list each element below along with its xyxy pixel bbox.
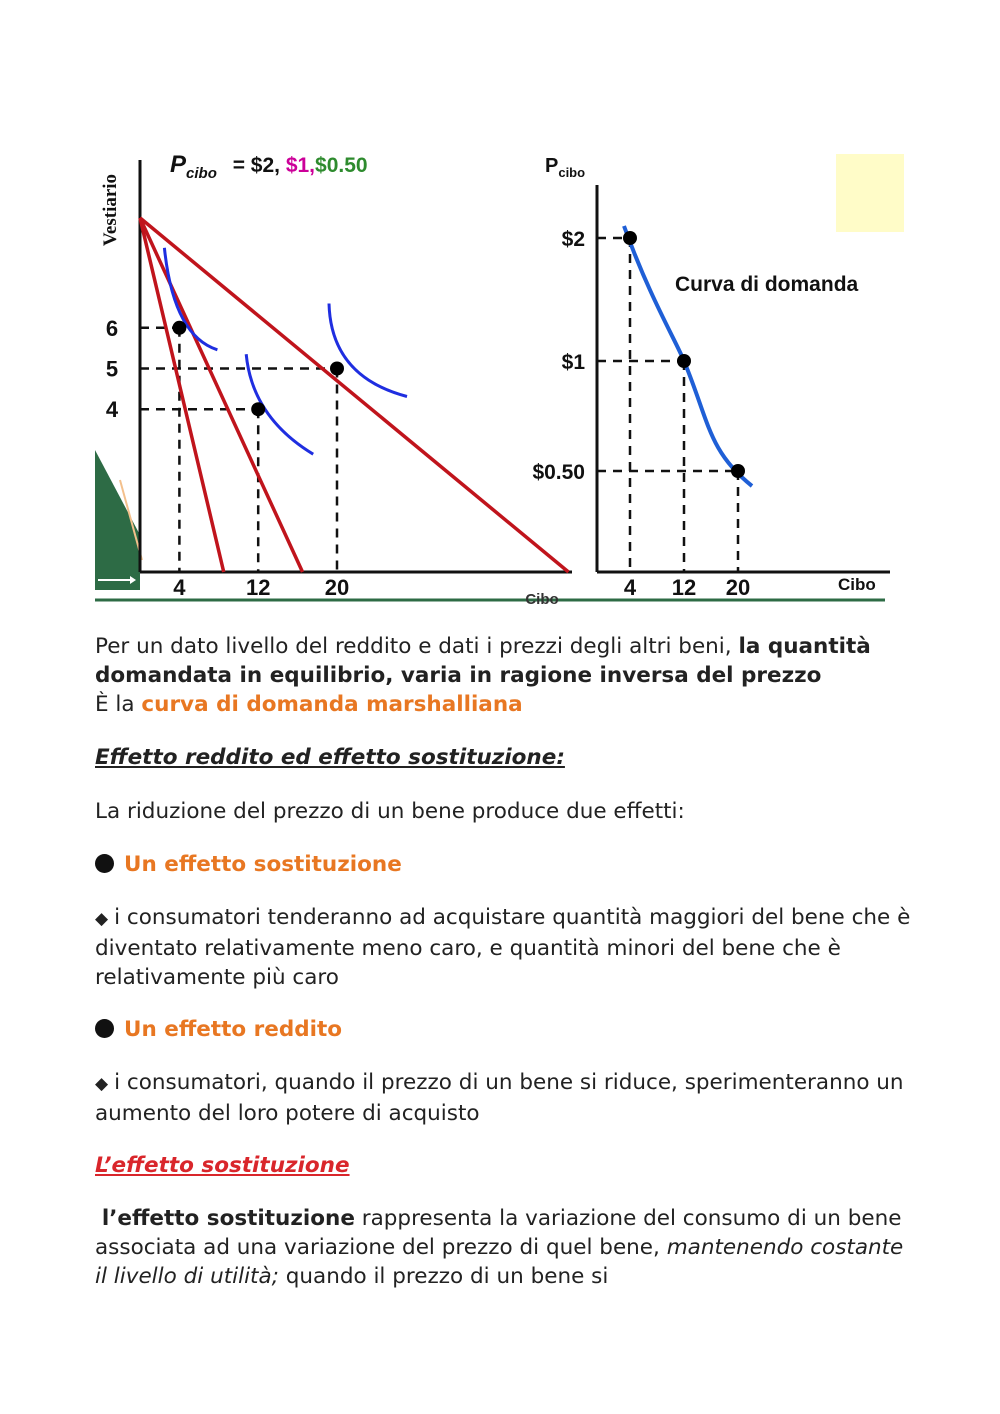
bullet-dot-icon [95,1019,114,1038]
heading-substitution-effect: L’effetto sostituzione [95,1153,350,1178]
p1-highlight: curva di domanda marshalliana [141,692,523,717]
paragraph-two-effects: La riduzione del prezzo di un bene produce due effetti: [95,799,685,824]
y-tick-label: 4 [105,397,119,423]
y-tick-label: $1 [561,351,585,374]
equilibrium-point-2 [330,362,344,376]
x-tick-label: 4 [623,575,637,600]
chart-title: $P_{cibo}$ = $2, $1,$0.50 [170,151,368,182]
demand-point-2 [731,464,745,478]
subpoint-income: ◆ i consumatori, quando il prezzo di un bene si riduce, sperimenteranno un aumento del loro potere di acquisto [95,1070,904,1126]
demand-point-0 [623,231,637,245]
diamond-icon: ◆ [95,909,109,929]
budget-line-0 [140,218,224,572]
x-tick-label: 12 [245,575,271,600]
corner-decoration [95,450,140,590]
y-tick-label: 6 [105,315,119,341]
paragraph-demand [95,632,915,719]
budget-line-2 [140,218,568,572]
budget-line-1 [140,218,303,572]
p1-bold: la quantità domandata in equilibrio, varia in ragione inversa del prezzo [95,634,871,688]
paragraph-definition: l’effetto sostituzione rappresenta la variazione del consumo di un bene associata ad una variazione del prezzo di quel bene, mantenendo costante il livello di utilità; quando il prezzo di un bene si [95,1206,904,1289]
y-tick-label: $0.50 [532,461,585,484]
figure [90,140,910,610]
heading-effects: Effetto reddito ed effetto sostituzione: [95,745,565,770]
bullet-substitution: Un effetto sostituzione [95,850,915,879]
p1-text: Per un dato livello del reddito e dati i prezzi degli altri beni, [95,634,739,659]
indifference-curve-0 [164,248,217,350]
equilibrium-point-0 [172,321,186,335]
sticky-note [836,154,904,232]
y-tick-label: 5 [105,356,119,382]
x-tick-label: 20 [324,575,350,600]
y-axis-label: Vestiario [100,173,121,247]
indifference-budget-chart [95,151,885,608]
x-tick-label: 12 [671,575,697,600]
subpoint-substitution: ◆ i consumatori tenderanno ad acquistare quantità maggiori del bene che è diventato relativamente meno caro, e quantità minori del bene che è relativamente più caro [95,905,911,990]
bullet-dot-icon [95,854,114,873]
equilibrium-point-1 [251,402,265,416]
bullet-income: Un effetto reddito [95,1015,915,1044]
p1-text2: È la [95,692,142,717]
x-axis-label: Cibo [838,575,876,594]
demand-point-1 [677,354,691,368]
demand-curve-chart [532,154,904,600]
x-tick-label: 20 [725,575,751,600]
diamond-icon: ◆ [95,1074,109,1094]
chart-title: $P_{cibo}$ [545,155,586,180]
x-tick-label: 4 [173,575,186,600]
series-label: Curva di domanda [675,273,859,296]
y-tick-label: $2 [561,228,585,251]
x-axis-label: Cibo [525,591,559,608]
